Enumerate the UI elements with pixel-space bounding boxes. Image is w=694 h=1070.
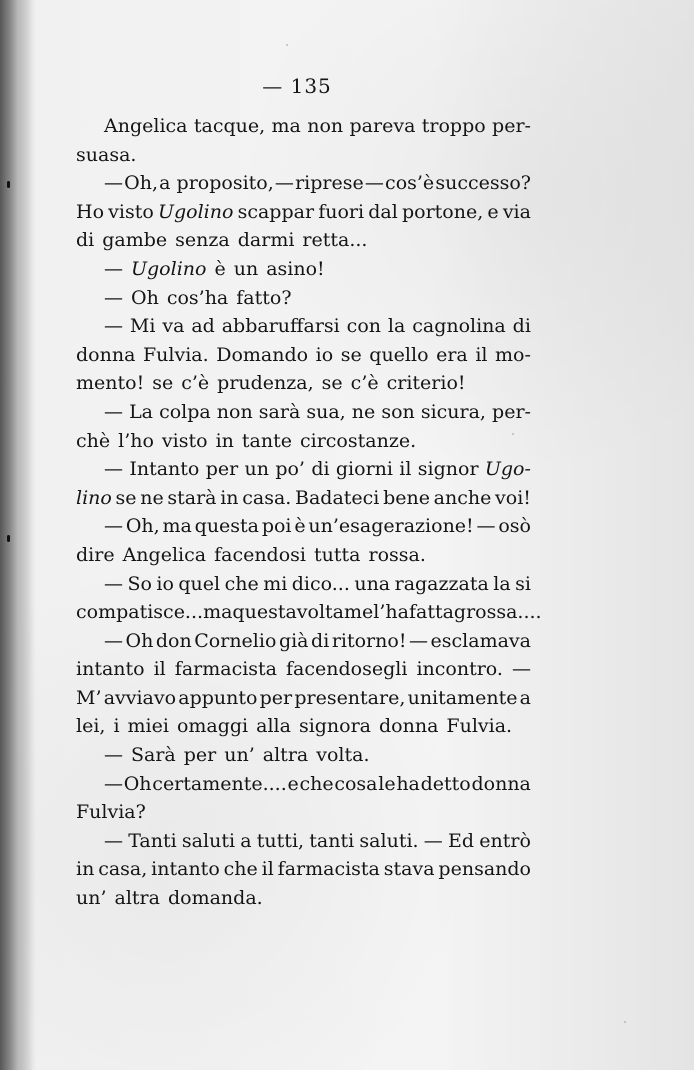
text-word: visto (161, 429, 208, 452)
text-word: lino (76, 486, 112, 509)
text-line (76, 112, 531, 141)
text-word: ad (191, 315, 215, 338)
text-word: in (215, 429, 234, 452)
text-word: miei (127, 715, 169, 738)
text-word: Mi (129, 315, 156, 338)
text-word: Badateci (295, 486, 380, 509)
text-word: prudenza, (217, 372, 314, 395)
text-word: e (287, 772, 299, 795)
text-word: Fulvia. (142, 343, 209, 366)
text-line (76, 398, 531, 427)
text-word: — (104, 400, 123, 423)
text-word: sicura, (420, 400, 486, 423)
text-word: altra (262, 744, 309, 767)
text-word: se (115, 486, 137, 509)
text-word: che (224, 572, 259, 595)
text-word: senza (175, 229, 230, 252)
text-word: quello (369, 343, 429, 366)
text-word: le (378, 772, 396, 795)
text-word: per (205, 458, 239, 481)
text-word: Angelica (104, 115, 188, 137)
text-word: — (511, 658, 531, 681)
text-word: per (183, 744, 217, 767)
text-word: fuori (318, 200, 365, 223)
text-word: io (315, 343, 334, 366)
text-word: tacque, (193, 115, 266, 137)
text-word: — (423, 829, 443, 852)
text-word: mi (263, 572, 288, 595)
text-word: tutti, (256, 829, 305, 852)
text-word: entrò (479, 829, 531, 852)
text-word: cosa (334, 772, 378, 795)
text-word: Ugo- (484, 458, 531, 481)
text-word: bene (383, 486, 430, 509)
text-word: rossa. (368, 543, 426, 566)
text-word: un (244, 458, 269, 481)
text-word: in (76, 858, 95, 881)
text-word: Intanto (129, 458, 200, 481)
text-line (76, 712, 531, 741)
text-word: questa (232, 601, 297, 624)
binding-shadow (0, 0, 36, 1070)
text-line (76, 541, 531, 570)
text-word: l’ho (118, 429, 154, 452)
text-word: mento! (76, 372, 145, 395)
text-word: riprese (295, 172, 364, 195)
text-word: Cornelio (194, 629, 277, 652)
text-word: So (127, 572, 152, 595)
text-word: va (162, 315, 185, 338)
text-word: abbaruffarsi (221, 315, 340, 338)
text-word: — (274, 172, 294, 195)
text-word: criterio! (386, 372, 466, 395)
text-word: lei, (76, 715, 106, 738)
text-word: alla (256, 715, 291, 738)
text-line (76, 284, 531, 313)
text-word: domanda. (167, 887, 263, 910)
text-word: esclamava (430, 629, 531, 652)
text-line (76, 855, 531, 884)
text-word: stava (383, 858, 435, 881)
text-word: un’esagerazione! (308, 515, 474, 538)
text-word: volta. (316, 744, 370, 767)
text-word: cagnolina (412, 315, 506, 338)
text-word: M’ (76, 686, 102, 709)
text-word: già (278, 629, 309, 652)
text-word: di (311, 629, 330, 652)
text-word: donna (379, 715, 439, 738)
text-word: c’è (350, 372, 379, 395)
text-word: c’è (181, 372, 210, 395)
text-word: visto (108, 200, 154, 223)
text-word: in (220, 486, 239, 509)
text-word: saluti (181, 829, 236, 852)
text-word: presentare, (294, 686, 406, 709)
text-word: casa, (98, 858, 148, 881)
text-word: detto (420, 772, 471, 795)
text-word: il (399, 458, 412, 481)
text-word: compatisce... (76, 601, 204, 624)
text-word: cos’è (385, 172, 435, 195)
text-word: di (512, 315, 531, 338)
text-word: Oh, (124, 172, 159, 195)
text-word: chè (76, 429, 111, 452)
text-word: se (152, 372, 174, 395)
text-word: suasa. (76, 143, 137, 166)
text-word: la (493, 572, 511, 595)
text-word: che (299, 772, 334, 795)
text-word: circostanze. (299, 429, 417, 452)
text-word: a (240, 829, 252, 852)
text-word: La (129, 400, 154, 423)
text-word: ha (396, 772, 420, 795)
text-word: ritorno! (331, 629, 407, 652)
text-word: voi! (495, 486, 531, 509)
text-line (76, 741, 531, 770)
text-line (76, 798, 531, 827)
text-word: fatta (408, 601, 454, 624)
text-word: via (502, 200, 531, 223)
text-word: ma (271, 115, 301, 137)
text-word: don (155, 629, 192, 652)
text-word: ragazzata (394, 572, 489, 595)
text-word: era (436, 343, 468, 366)
text-line (76, 312, 531, 341)
text-line (76, 570, 531, 599)
text-line (76, 141, 531, 170)
text-word: — (104, 315, 123, 338)
text-word: — (104, 286, 123, 309)
text-word: si (515, 572, 531, 595)
edge-mark (7, 535, 10, 542)
text-word: Oh, (125, 515, 160, 538)
text-word: ma (203, 601, 233, 624)
text-word: avviavo (103, 686, 177, 709)
text-word: il (261, 858, 274, 881)
text-line (76, 341, 531, 370)
text-word: portone, (401, 200, 484, 223)
text-word: sarà (258, 400, 301, 423)
text-word: io (156, 572, 174, 595)
text-word: se (340, 343, 362, 366)
text-word: saluti. (359, 829, 419, 852)
text-word: incontro. (416, 658, 503, 681)
text-word: questa (194, 515, 260, 538)
text-word: Oh (123, 772, 152, 795)
text-word: tanti (309, 829, 355, 852)
text-word: facendosegli (286, 658, 408, 681)
text-word: signor (417, 458, 479, 481)
text-word: Sarà (131, 744, 176, 767)
text-word: poi (261, 515, 292, 538)
text-word: Ugolino (157, 200, 234, 223)
text-word: mo- (495, 343, 531, 366)
text-word: il (475, 343, 488, 366)
text-word: fatto? (236, 286, 292, 309)
text-word: sua, (306, 400, 346, 423)
text-word: per- (492, 400, 531, 423)
text-word: successo? (435, 172, 531, 195)
text-word: troppo (421, 115, 486, 137)
text-word: — (104, 629, 123, 652)
paper-speck (286, 44, 288, 46)
text-line (76, 598, 542, 627)
text-word: volta (296, 601, 344, 624)
text-word: tutta (314, 543, 361, 566)
text-line (76, 655, 531, 684)
text-line (76, 627, 531, 656)
text-line (76, 369, 531, 398)
text-word: osò (498, 515, 531, 538)
text-word: — (104, 257, 123, 280)
text-word: intanto (76, 658, 145, 681)
text-word: Tanti (128, 829, 177, 852)
text-word: un’ (224, 744, 255, 767)
text-line (76, 255, 531, 284)
text-word: la (387, 315, 406, 338)
text-word: quel (178, 572, 221, 595)
text-word: l’ha (373, 601, 409, 624)
text-line (76, 427, 531, 456)
text-word: Ho (76, 200, 105, 223)
text-word: a proposito, (159, 172, 274, 195)
text-word: asino! (266, 257, 325, 280)
text-word: certamente.... (152, 772, 287, 795)
text-word: che (223, 858, 258, 881)
text-line (76, 684, 531, 713)
edge-mark (7, 181, 10, 188)
text-word: grossa.... (453, 601, 542, 624)
text-word: Ugolino (131, 257, 207, 280)
page-number: — 135 (262, 74, 332, 98)
text-word: giorni (335, 458, 393, 481)
text-word: a (519, 686, 531, 709)
text-word: — (104, 829, 123, 852)
text-line (76, 484, 531, 513)
text-word: — (104, 458, 123, 481)
text-line (76, 770, 531, 799)
text-word: omaggi (176, 715, 249, 738)
text-word: una (354, 572, 391, 595)
text-word: scappar (237, 200, 315, 223)
text-word: Domando (216, 343, 309, 366)
text-word: — (104, 572, 123, 595)
text-line (76, 884, 531, 913)
text-word: un (233, 257, 259, 280)
text-line (76, 198, 531, 227)
text-word: — (409, 629, 428, 652)
text-word: anche (433, 486, 492, 509)
text-word: i (113, 715, 120, 738)
text-word: farmacista (174, 658, 277, 681)
text-word: pensando (438, 858, 531, 881)
text-word: me (344, 601, 374, 624)
text-word: son (381, 400, 415, 423)
text-word: tante (241, 429, 292, 452)
text-word: non (307, 115, 344, 137)
text-word: intanto (151, 858, 220, 881)
text-word: con (346, 315, 381, 338)
text-word: signora (298, 715, 372, 738)
text-word: Ed (448, 829, 475, 852)
text-word: è (294, 515, 306, 538)
paper-speck (624, 1021, 626, 1023)
text-word: unitamente (407, 686, 518, 709)
text-word: pareva (349, 115, 416, 137)
text-word: po’ (275, 458, 305, 481)
text-word: darmi (237, 229, 295, 252)
text-line (76, 169, 531, 198)
text-word: colpa (159, 400, 211, 423)
text-word: dire (76, 543, 115, 566)
text-word: donna (76, 343, 136, 366)
text-word: casa. (242, 486, 292, 509)
text-word: il (153, 658, 166, 681)
text-word: donna (471, 772, 531, 795)
text-word: per- (492, 115, 531, 137)
text-word: se (321, 372, 343, 395)
text-word: appunto (178, 686, 258, 709)
text-word: e (487, 200, 499, 223)
text-word: farmacista (277, 858, 380, 881)
text-word: dico... (291, 572, 350, 595)
text-word: per (259, 686, 293, 709)
text-word: Angelica (122, 543, 207, 566)
text-word: Oh (131, 286, 159, 309)
text-word: — (104, 772, 123, 795)
text-word: Oh (125, 629, 154, 652)
text-line (76, 827, 531, 856)
text-word: — (364, 172, 384, 195)
text-word: gambe (102, 229, 168, 252)
text-word: Fulvia? (76, 801, 146, 824)
text-word: un’ (76, 887, 107, 910)
text-word: altra (114, 887, 160, 910)
text-word: — (104, 172, 123, 195)
text-word: ne (351, 400, 376, 423)
text-word: Fulvia. (446, 715, 513, 738)
text-line (76, 455, 531, 484)
text-word: — (104, 515, 123, 538)
text-word: di (76, 229, 95, 252)
text-word: — (476, 515, 496, 538)
text-line (76, 512, 531, 541)
page-text (76, 112, 542, 913)
text-word: cos’ha (166, 286, 229, 309)
text-word: retta... (302, 229, 368, 252)
text-line (76, 226, 531, 255)
text-word: è (214, 257, 226, 280)
text-word: dal (368, 200, 398, 223)
text-word: facendosi (214, 543, 306, 566)
text-word: ne (140, 486, 164, 509)
text-word: non (216, 400, 253, 423)
text-word: di (311, 458, 330, 481)
text-word: starà (167, 486, 217, 509)
text-word: ma (162, 515, 192, 538)
text-word: — (104, 744, 123, 767)
